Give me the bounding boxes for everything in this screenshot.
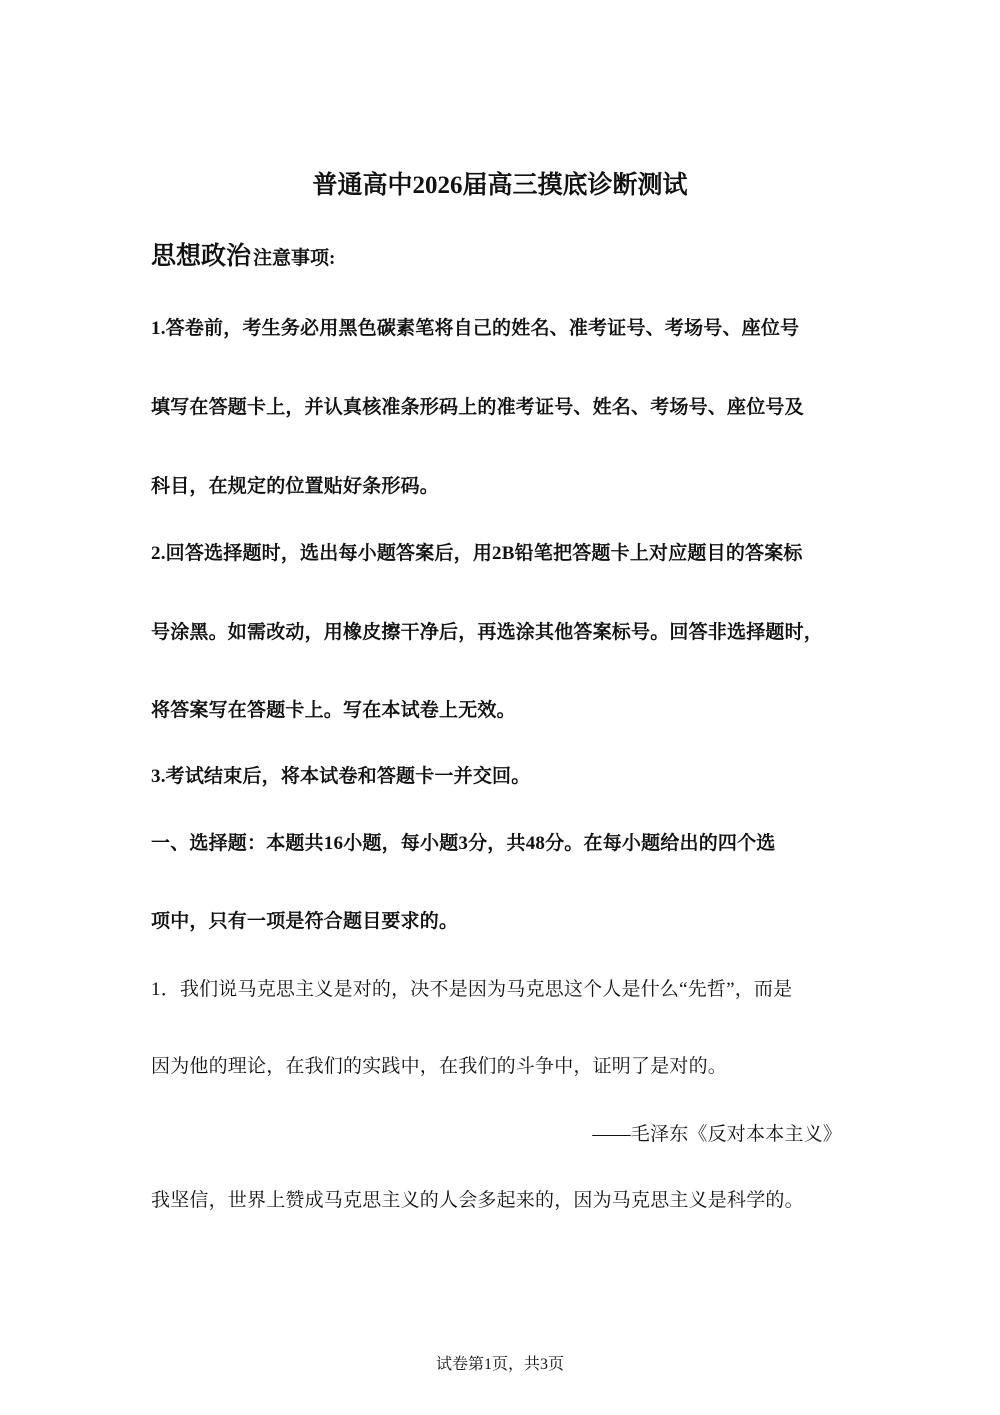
- question-1-line-2: 因为他的理论，在我们的实践中，在我们的斗争中，证明了是对的。: [151, 1056, 728, 1077]
- notice-line-2: 填写在答题卡上，并认真核准条形码上的准考证号、姓名、考场号、座位号及: [151, 397, 804, 418]
- section-heading-line-2: 项中，只有一项是符合题目要求的。: [151, 911, 459, 932]
- notice-line-4: 2.回答选择题时，选出每小题答案后，用2B铅笔把答题卡上对应题目的答案标: [151, 543, 803, 564]
- section-heading-line-1: 一、选择题：本题共16小题，每小题3分，共48分。在每小题给出的四个选: [151, 833, 776, 854]
- notice-line-5: 号涂黑。如需改动，用橡皮擦干净后，再选涂其他答案标号。回答非选择题时，: [151, 622, 824, 643]
- notice-heading: 注意事项:: [253, 248, 336, 269]
- subject-and-notice-heading: [151, 243, 860, 268]
- notice-line-6: 将答案写在答题卡上。写在本试卷上无效。: [151, 700, 516, 721]
- exam-title: 普通高中2026届高三摸底诊断测试: [312, 172, 688, 199]
- quote-attribution: ——毛泽东《反对本本主义》: [592, 1124, 842, 1145]
- subject-label: 思想政治: [151, 241, 252, 270]
- notice-line-7: 3.考试结束后，将本试卷和答题卡一并交回。: [151, 766, 531, 787]
- notice-line-1: 1.答卷前，考生务必用黑色碳素笔将自己的姓名、准考证号、考场号、座位号: [151, 318, 800, 339]
- question-1-line-3: 我坚信，世界上赞成马克思主义的人会多起来的，因为马克思主义是科学的。: [151, 1190, 804, 1211]
- question-1-line-1: 1．我们说马克思主义是对的，决不是因为马克思这个人是什么“先哲”，而是: [151, 979, 793, 1000]
- page-footer: 试卷第1页，共3页: [435, 1356, 564, 1373]
- notice-line-3: 科目，在规定的位置贴好条形码。: [151, 476, 440, 497]
